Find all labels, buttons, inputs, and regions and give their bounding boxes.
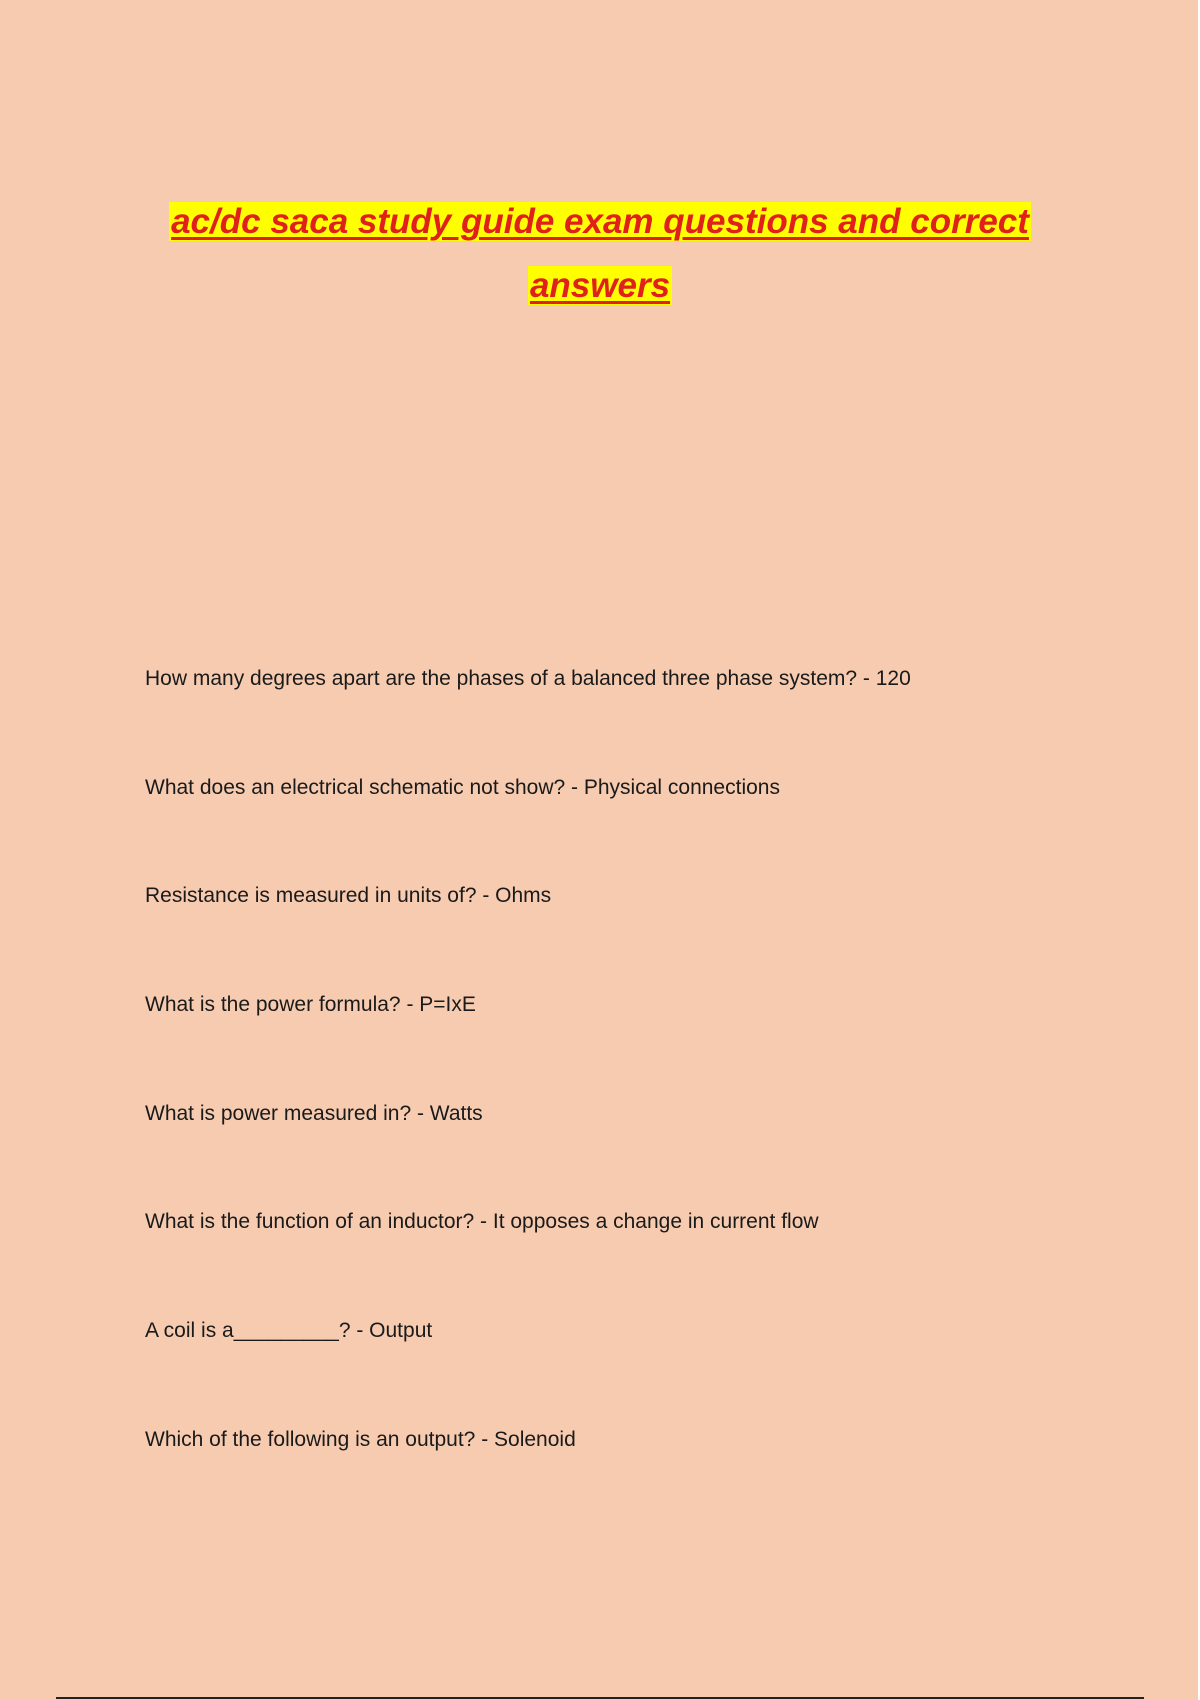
qa-item: Resistance is measured in units of? - Ohms	[145, 884, 552, 908]
footer-divider	[56, 1697, 1144, 1699]
document-title-text: ac/dc saca study guide exam questions and correct answers	[171, 202, 1029, 305]
qa-item: Which of the following is an output? - Solenoid	[145, 1427, 576, 1451]
document-title	[140, 190, 1060, 318]
qa-item: What is power measured in? - Watts	[145, 1101, 483, 1125]
qa-item: How many degrees apart are the phases of a balanced three phase system? - 120	[145, 667, 911, 690]
qa-item: What is the power formula? - P=IxE	[145, 993, 476, 1017]
qa-list	[145, 665, 1105, 1535]
qa-item: What is the function of an inductor? - It opposes a change in current flow	[145, 1210, 819, 1234]
qa-item: A coil is a_________? - Output	[145, 1319, 433, 1343]
qa-item: What does an electrical schematic not show? - Physical connections	[145, 775, 780, 799]
